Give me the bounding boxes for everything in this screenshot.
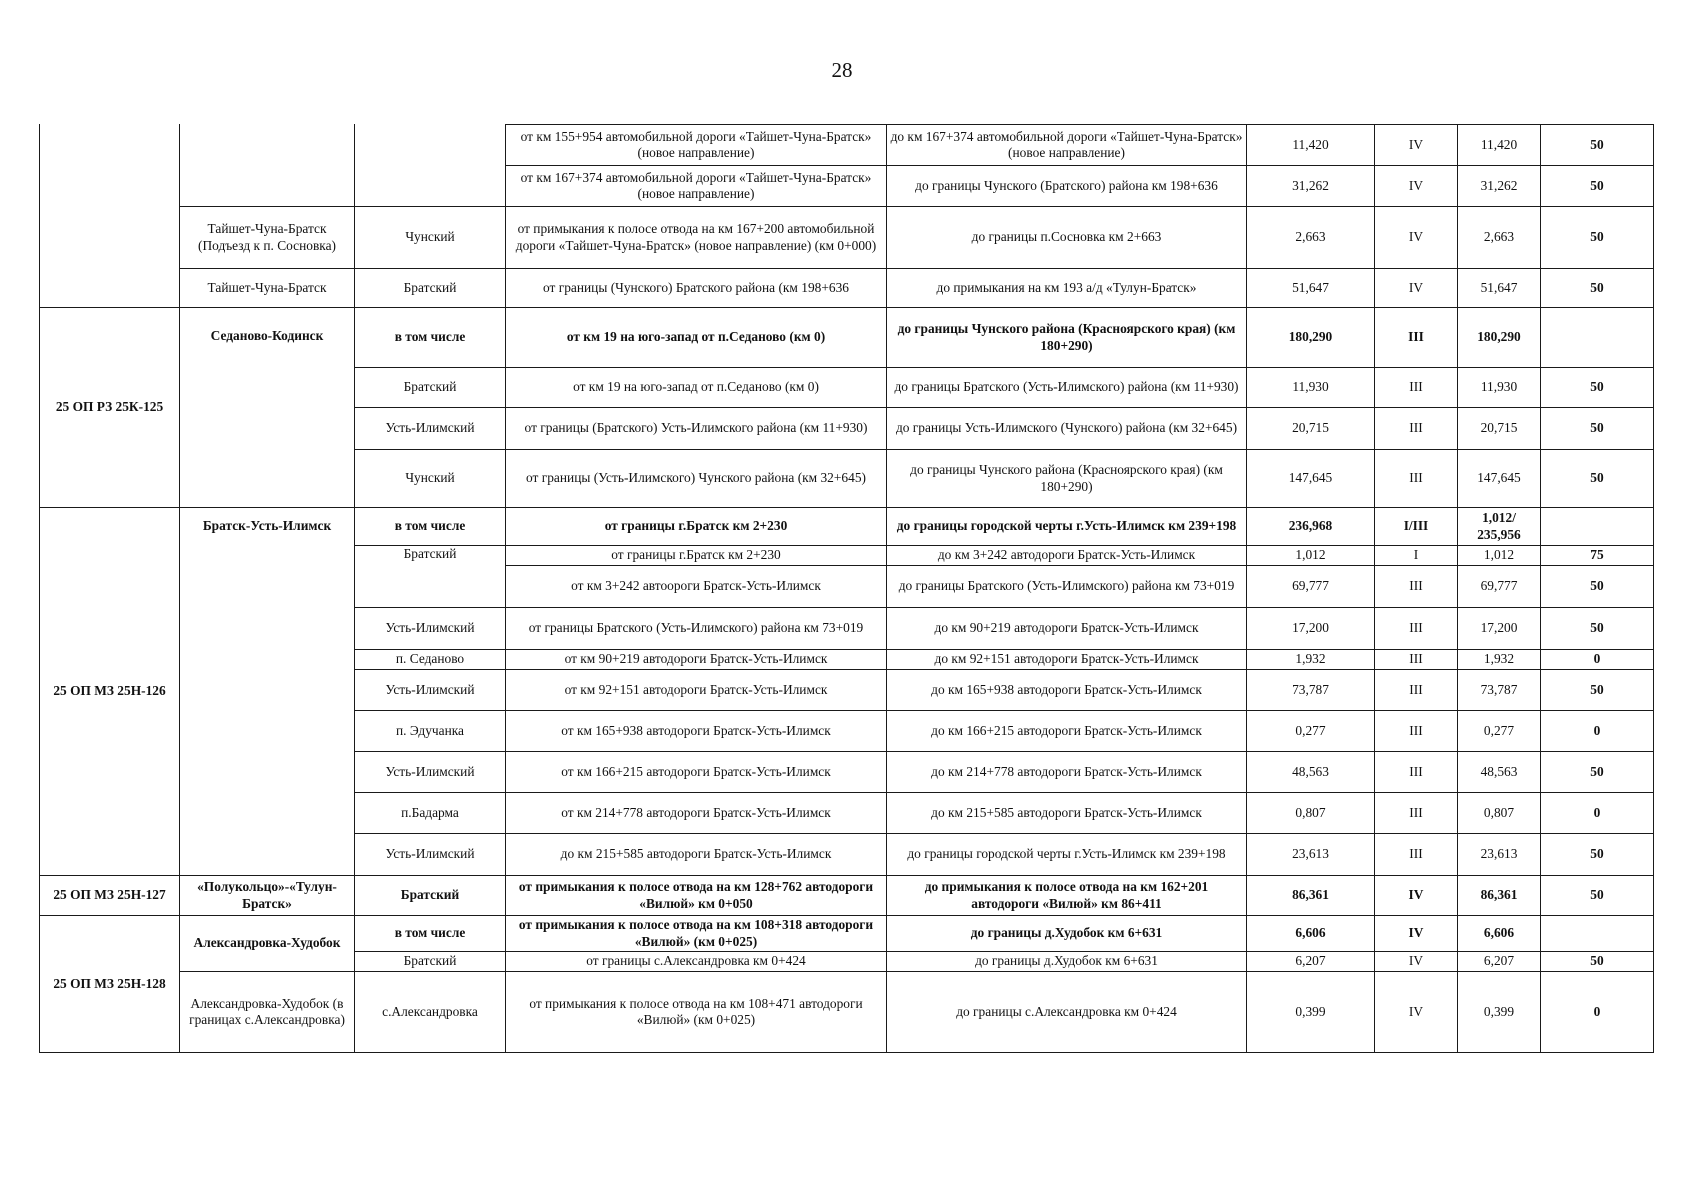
category-cell: IV (1375, 166, 1458, 207)
district-cell: п.Бадарма (355, 793, 506, 834)
district-cell: Братский (355, 368, 506, 408)
speed-cell: 0 (1541, 972, 1654, 1053)
length-cell: 11,930 (1247, 368, 1375, 408)
total-cell: 1,012/ 235,956 (1458, 508, 1541, 546)
road-code-cell (40, 125, 180, 308)
speed-cell: 50 (1541, 608, 1654, 650)
from-cell: от примыкания к полосе отвода на км 128+762 автодороги «Вилюй» км 0+050 (506, 876, 887, 916)
to-cell: до границы д.Худобок км 6+631 (887, 916, 1247, 952)
district-cell: Братский (355, 269, 506, 308)
speed-cell (1541, 508, 1654, 546)
category-cell: III (1375, 711, 1458, 752)
speed-cell (1541, 916, 1654, 952)
from-cell: от границы (Чунского) Братского района (км 198+636 (506, 269, 887, 308)
length-cell: 1,932 (1247, 650, 1375, 670)
to-cell: до км 167+374 автомобильной дороги «Тайшет-Чуна-Братск» (новое направление) (887, 125, 1247, 166)
from-cell: от границы (Усть-Илимского) Чунского района (км 32+645) (506, 450, 887, 508)
total-cell: 11,420 (1458, 125, 1541, 166)
category-cell: IV (1375, 207, 1458, 269)
to-cell: до границы д.Худобок км 6+631 (887, 952, 1247, 972)
district-cell: Чунский (355, 207, 506, 269)
speed-cell: 50 (1541, 566, 1654, 608)
speed-cell: 0 (1541, 793, 1654, 834)
to-cell: до км 165+938 автодороги Братск-Усть-Илимск (887, 670, 1247, 711)
district-cell: Братский (355, 952, 506, 972)
table-row (40, 508, 1654, 546)
length-cell: 2,663 (1247, 207, 1375, 269)
total-cell: 6,606 (1458, 916, 1541, 952)
total-cell: 48,563 (1458, 752, 1541, 793)
speed-cell: 50 (1541, 166, 1654, 207)
from-cell: от границы (Братского) Усть-Илимского района (км 11+930) (506, 408, 887, 450)
roads-table (39, 124, 1654, 1053)
category-cell: III (1375, 308, 1458, 368)
table-row (40, 207, 1654, 269)
road-code-cell: 25 ОП МЗ 25Н-126 (40, 508, 180, 876)
from-cell: от км 166+215 автодороги Братск-Усть-Илимск (506, 752, 887, 793)
road-name-cell: Братск-Усть-Илимск (180, 508, 355, 876)
from-cell: от км 19 на юго-запад от п.Седаново (км 0) (506, 368, 887, 408)
length-cell: 17,200 (1247, 608, 1375, 650)
category-cell: III (1375, 793, 1458, 834)
district-cell: Усть-Илимский (355, 608, 506, 650)
total-cell: 51,647 (1458, 269, 1541, 308)
to-cell: до границы городской черты г.Усть-Илимск км 239+198 (887, 834, 1247, 876)
district-cell: Усть-Илимский (355, 834, 506, 876)
from-cell: до км 215+585 автодороги Братск-Усть-Илимск (506, 834, 887, 876)
table-row (40, 269, 1654, 308)
category-cell: III (1375, 670, 1458, 711)
length-cell: 6,207 (1247, 952, 1375, 972)
road-name-cell: Седаново-Кодинск (180, 308, 355, 508)
to-cell: до км 3+242 автодороги Братск-Усть-Илимск (887, 546, 1247, 566)
length-cell: 0,807 (1247, 793, 1375, 834)
from-cell: от примыкания к полосе отвода на км 108+471 автодороги «Вилюй» (км 0+025) (506, 972, 887, 1053)
length-cell: 236,968 (1247, 508, 1375, 546)
to-cell: до примыкания на км 193 а/д «Тулун-Братск» (887, 269, 1247, 308)
to-cell: до границы Чунского (Братского) района км 198+636 (887, 166, 1247, 207)
to-cell: до границы Братского (Усть-Илимского) района (км 11+930) (887, 368, 1247, 408)
road-name-cell: Тайшет-Чуна-Братск (180, 269, 355, 308)
speed-cell: 50 (1541, 450, 1654, 508)
length-cell: 31,262 (1247, 166, 1375, 207)
to-cell: до границы Чунского района (Красноярского края) (км 180+290) (887, 308, 1247, 368)
speed-cell (1541, 308, 1654, 368)
to-cell: до границы Чунского района (Красноярского края) (км 180+290) (887, 450, 1247, 508)
total-cell: 20,715 (1458, 408, 1541, 450)
total-cell: 86,361 (1458, 876, 1541, 916)
category-cell: III (1375, 450, 1458, 508)
from-cell: от примыкания к полосе отвода на км 108+318 автодороги «Вилюй» (км 0+025) (506, 916, 887, 952)
road-name-cell: Александровка-Худобок (180, 916, 355, 972)
to-cell: до км 90+219 автодороги Братск-Усть-Илимск (887, 608, 1247, 650)
category-cell: IV (1375, 876, 1458, 916)
to-cell: до границы Братского (Усть-Илимского) района км 73+019 (887, 566, 1247, 608)
length-cell: 20,715 (1247, 408, 1375, 450)
total-cell: 6,207 (1458, 952, 1541, 972)
to-cell: до км 92+151 автодороги Братск-Усть-Илимск (887, 650, 1247, 670)
district-cell: с.Александровка (355, 972, 506, 1053)
speed-cell: 0 (1541, 650, 1654, 670)
district-cell (355, 125, 506, 207)
speed-cell: 50 (1541, 368, 1654, 408)
district-cell: Чунский (355, 450, 506, 508)
total-cell: 1,932 (1458, 650, 1541, 670)
speed-cell: 75 (1541, 546, 1654, 566)
category-cell: III (1375, 566, 1458, 608)
district-cell: в том числе (355, 308, 506, 368)
district-cell: Усть-Илимский (355, 752, 506, 793)
road-code-cell: 25 ОП РЗ 25К-125 (40, 308, 180, 508)
from-cell: от км 3+242 автоороги Братск-Усть-Илимск (506, 566, 887, 608)
total-cell: 11,930 (1458, 368, 1541, 408)
length-cell: 147,645 (1247, 450, 1375, 508)
district-cell: Усть-Илимский (355, 670, 506, 711)
category-cell: III (1375, 834, 1458, 876)
total-cell: 1,012 (1458, 546, 1541, 566)
from-cell: от границы с.Александровка км 0+424 (506, 952, 887, 972)
length-cell: 6,606 (1247, 916, 1375, 952)
length-cell: 48,563 (1247, 752, 1375, 793)
category-cell: III (1375, 650, 1458, 670)
district-cell: Усть-Илимский (355, 408, 506, 450)
speed-cell: 50 (1541, 876, 1654, 916)
category-cell: III (1375, 368, 1458, 408)
table-row (40, 308, 1654, 368)
category-cell: I/III (1375, 508, 1458, 546)
speed-cell: 0 (1541, 711, 1654, 752)
district-cell: в том числе (355, 916, 506, 952)
road-name-cell: «Полукольцо»-«Тулун-Братск» (180, 876, 355, 916)
district-cell: п. Седаново (355, 650, 506, 670)
category-cell: I (1375, 546, 1458, 566)
total-cell: 2,663 (1458, 207, 1541, 269)
category-cell: III (1375, 408, 1458, 450)
total-cell: 31,262 (1458, 166, 1541, 207)
to-cell: до границы с.Александровка км 0+424 (887, 972, 1247, 1053)
category-cell: III (1375, 752, 1458, 793)
from-cell: от км 90+219 автодороги Братск-Усть-Илимск (506, 650, 887, 670)
speed-cell: 50 (1541, 269, 1654, 308)
speed-cell: 50 (1541, 207, 1654, 269)
road-code-cell: 25 ОП МЗ 25Н-127 (40, 876, 180, 916)
category-cell: IV (1375, 952, 1458, 972)
length-cell: 23,613 (1247, 834, 1375, 876)
to-cell: до км 215+585 автодороги Братск-Усть-Илимск (887, 793, 1247, 834)
district-cell: Братский (355, 876, 506, 916)
speed-cell: 50 (1541, 752, 1654, 793)
speed-cell: 50 (1541, 952, 1654, 972)
length-cell: 0,399 (1247, 972, 1375, 1053)
from-cell: от км 165+938 автодороги Братск-Усть-Илимск (506, 711, 887, 752)
table-row (40, 916, 1654, 952)
from-cell: от границы г.Братск км 2+230 (506, 508, 887, 546)
total-cell: 0,807 (1458, 793, 1541, 834)
total-cell: 17,200 (1458, 608, 1541, 650)
category-cell: IV (1375, 269, 1458, 308)
length-cell: 86,361 (1247, 876, 1375, 916)
length-cell: 0,277 (1247, 711, 1375, 752)
from-cell: от км 214+778 автодороги Братск-Усть-Илимск (506, 793, 887, 834)
from-cell: от км 167+374 автомобильной дороги «Тайшет-Чуна-Братск» (новое направление) (506, 166, 887, 207)
to-cell: до границы Усть-Илимского (Чунского) района (км 32+645) (887, 408, 1247, 450)
speed-cell: 50 (1541, 670, 1654, 711)
from-cell: от примыкания к полосе отвода на км 167+200 автомобильной дороги «Тайшет-Чуна-Братск» (новое направление) (км 0+000) (506, 207, 887, 269)
length-cell: 180,290 (1247, 308, 1375, 368)
speed-cell: 50 (1541, 834, 1654, 876)
category-cell: IV (1375, 972, 1458, 1053)
district-cell: Братский (355, 546, 506, 608)
road-name-cell: Александровка-Худобок (в границах с.Александровка) (180, 972, 355, 1053)
length-cell: 69,777 (1247, 566, 1375, 608)
table-row (40, 972, 1654, 1053)
category-cell: IV (1375, 125, 1458, 166)
speed-cell: 50 (1541, 125, 1654, 166)
length-cell: 11,420 (1247, 125, 1375, 166)
total-cell: 0,277 (1458, 711, 1541, 752)
total-cell: 0,399 (1458, 972, 1541, 1053)
total-cell: 180,290 (1458, 308, 1541, 368)
table-row (40, 125, 1654, 166)
to-cell: до примыкания к полосе отвода на км 162+201 автодороги «Вилюй» км 86+411 (887, 876, 1247, 916)
total-cell: 69,777 (1458, 566, 1541, 608)
district-cell: п. Эдучанка (355, 711, 506, 752)
total-cell: 147,645 (1458, 450, 1541, 508)
from-cell: от км 92+151 автодороги Братск-Усть-Илимск (506, 670, 887, 711)
road-name-cell: Тайшет-Чуна-Братск (Подъезд к п. Сосновка) (180, 207, 355, 269)
to-cell: до границы п.Сосновка км 2+663 (887, 207, 1247, 269)
length-cell: 73,787 (1247, 670, 1375, 711)
to-cell: до границы городской черты г.Усть-Илимск км 239+198 (887, 508, 1247, 546)
page-number: 28 (831, 58, 853, 82)
length-cell: 1,012 (1247, 546, 1375, 566)
from-cell: от км 155+954 автомобильной дороги «Тайшет-Чуна-Братск» (новое направление) (506, 125, 887, 166)
category-cell: IV (1375, 916, 1458, 952)
table-row (40, 876, 1654, 916)
road-name-cell (180, 125, 355, 207)
length-cell: 51,647 (1247, 269, 1375, 308)
total-cell: 73,787 (1458, 670, 1541, 711)
speed-cell: 50 (1541, 408, 1654, 450)
road-code-cell: 25 ОП МЗ 25Н-128 (40, 916, 180, 1053)
total-cell: 23,613 (1458, 834, 1541, 876)
from-cell: от границы Братского (Усть-Илимского) района км 73+019 (506, 608, 887, 650)
to-cell: до км 166+215 автодороги Братск-Усть-Илимск (887, 711, 1247, 752)
from-cell: от км 19 на юго-запад от п.Седаново (км 0) (506, 308, 887, 368)
from-cell: от границы г.Братск км 2+230 (506, 546, 887, 566)
district-cell: в том числе (355, 508, 506, 546)
category-cell: III (1375, 608, 1458, 650)
to-cell: до км 214+778 автодороги Братск-Усть-Илимск (887, 752, 1247, 793)
